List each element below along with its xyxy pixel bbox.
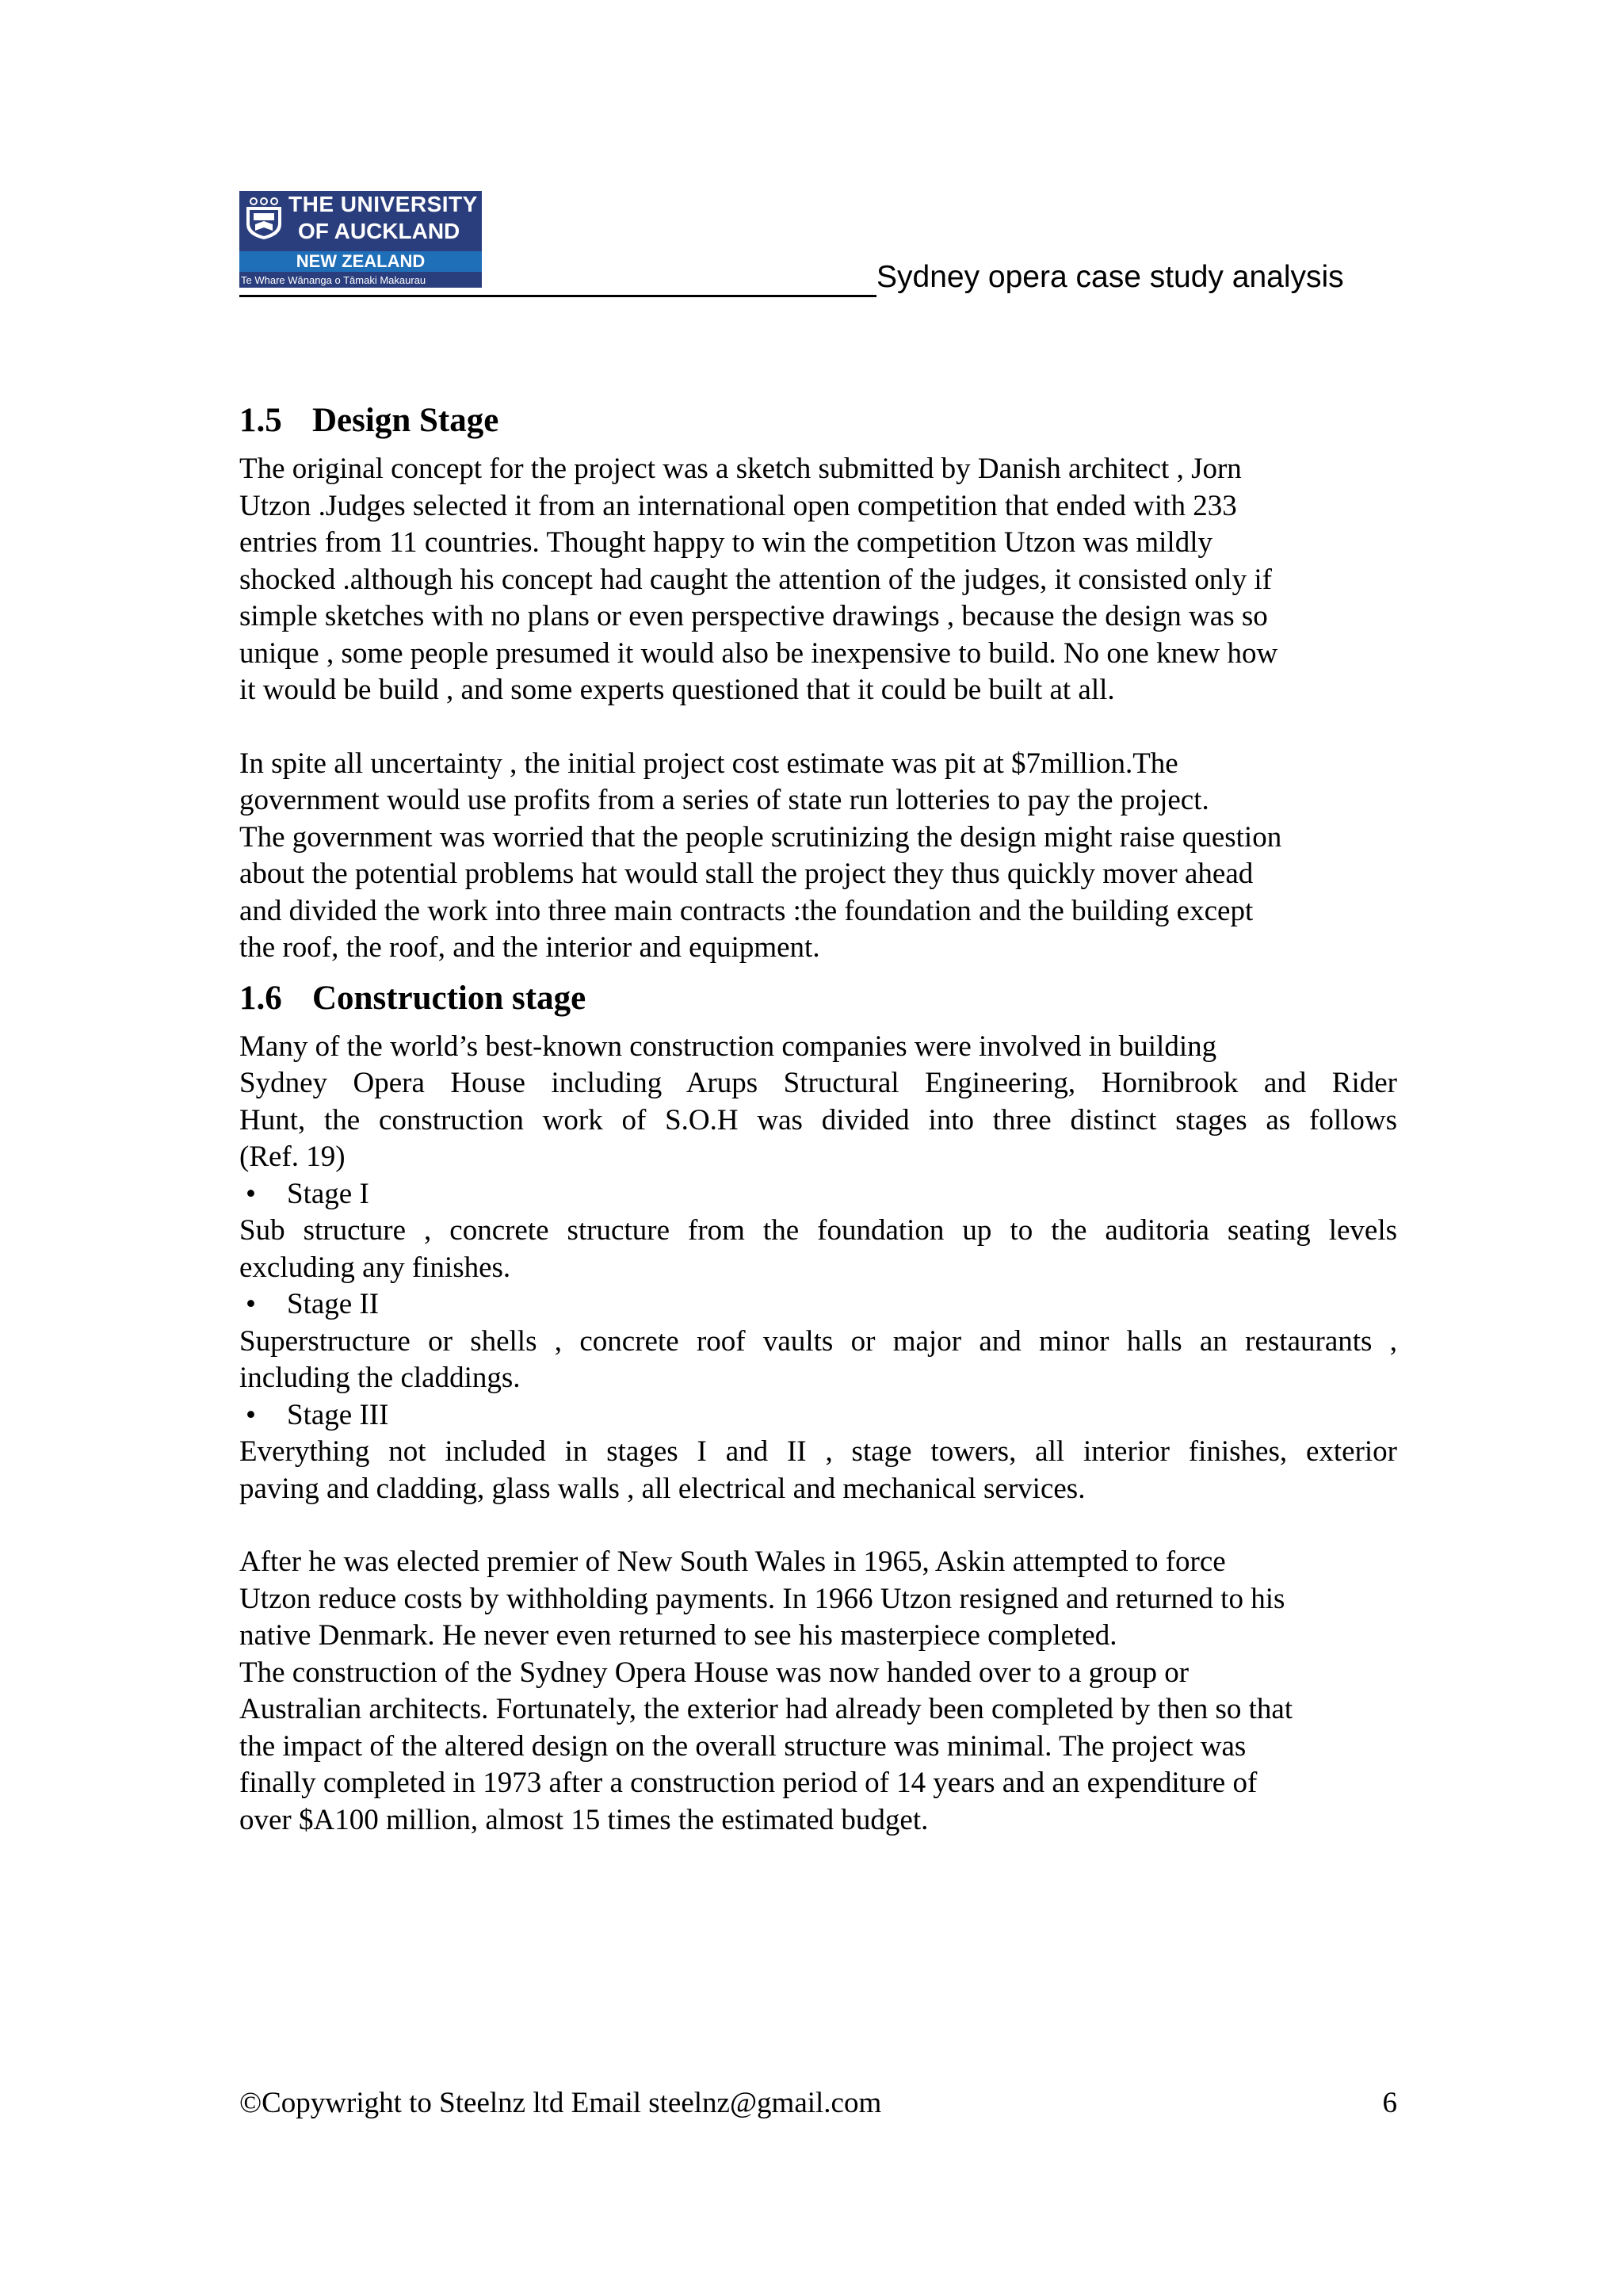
page-content xyxy=(239,400,1397,1839)
text-line: unique , some people presumed it would also be inexpensive to build. No one knew how xyxy=(239,636,1278,670)
document-title: Sydney opera case study analysis xyxy=(876,260,1344,294)
stage-description xyxy=(239,1324,1397,1397)
text-line: Utzon .Judges selected it from an international open competition that ended with 233 xyxy=(239,489,1237,522)
section-title: Design Stage xyxy=(312,402,499,439)
footer-copyright: ©Copywright to Steelnz ltd Email steelnz@gmail.com xyxy=(239,2087,882,2119)
stage-description xyxy=(239,1213,1397,1286)
stage-description xyxy=(239,1434,1397,1507)
text-line: shocked .although his concept had caught the attention of the judges, it consisted only if xyxy=(239,563,1272,596)
logo-line-2: OF AUCKLAND xyxy=(298,219,460,243)
paragraph-construction-intro xyxy=(239,1029,1397,1176)
text-line: including the claddings. xyxy=(239,1362,521,1394)
stage-bullet xyxy=(239,1397,1397,1435)
paragraph-construction-history xyxy=(239,1544,1397,1839)
text-line: it would be build , and some experts questioned that it could be built at all. xyxy=(239,674,1115,706)
text-line: Utzon reduce costs by withholding payments. In 1966 Utzon resigned and returned to his xyxy=(239,1582,1285,1615)
stage-label: Stage III xyxy=(287,1398,389,1431)
text-line: finally completed in 1973 after a construction period of 14 years and an expenditure of xyxy=(239,1767,1258,1799)
stage-label: Stage I xyxy=(287,1177,369,1210)
crest-icon xyxy=(244,196,284,240)
text-line: government would use profits from a series of state run lotteries to pay the project. xyxy=(239,784,1209,816)
text-line: Many of the world’s best-known construction companies were involved in building xyxy=(239,1030,1217,1063)
text-line: The government was worried that the people scrutinizing the design might raise question xyxy=(239,820,1282,854)
logo-line-1: THE UNIVERSITY xyxy=(288,192,478,216)
stage-label: Stage II xyxy=(287,1288,380,1320)
text-line: paving and cladding, glass walls , all electrical and mechanical services. xyxy=(239,1472,1086,1505)
stage-bullet xyxy=(239,1176,1397,1213)
text-line: Australian architects. Fortunately, the exterior had already been completed by then so that xyxy=(239,1693,1293,1725)
text-line: Hunt, the construction work of S.O.H was divided into three distinct stages as follows xyxy=(239,1103,1397,1137)
section-heading-construction xyxy=(239,978,1397,1029)
logo-line-3: NEW ZEALAND xyxy=(239,251,482,272)
text-line: Everything not included in stages I and II , stage towers, all interior finishes, exterior xyxy=(239,1435,1397,1468)
text-line: simple sketches with no plans or even perspective drawings , because the design was so xyxy=(239,600,1268,632)
section-heading-design xyxy=(239,400,1397,451)
section-title: Construction stage xyxy=(312,979,586,1017)
paragraph-design-concept xyxy=(239,451,1397,709)
text-line: The original concept for the project was a sketch submitted by Danish architect , Jorn xyxy=(239,453,1242,485)
header-rule xyxy=(239,295,876,297)
text-line: the roof, the roof, and the interior and equipment. xyxy=(239,931,820,964)
text-line: over $A100 million, almost 15 times the estimated budget. xyxy=(239,1803,929,1836)
logo-line-4: Te Whare Wānanga o Tāmaki Makaurau xyxy=(241,274,426,286)
bullet-icon: • xyxy=(246,1398,256,1431)
stage-bullet xyxy=(239,1286,1397,1324)
text-line: In spite all uncertainty , the initial project cost estimate was pit at $7million.The xyxy=(239,747,1178,780)
section-number: 1.6 xyxy=(239,979,282,1017)
text-line: After he was elected premier of New South Wales in 1965, Askin attempted to force xyxy=(239,1545,1226,1578)
text-line: and divided the work into three main contracts :the foundation and the building except xyxy=(239,894,1254,927)
text-line: Sub structure , concrete structure from the foundation up to the auditoria seating levels xyxy=(239,1214,1397,1247)
page-number: 6 xyxy=(1382,2087,1397,2119)
section-number: 1.5 xyxy=(239,402,282,439)
text-line: about the potential problems hat would stall the project they thus quickly mover ahead xyxy=(239,858,1254,890)
bullet-icon: • xyxy=(246,1288,256,1320)
text-line: Sydney Opera House including Arups Structural Engineering, Hornibrook and Rider xyxy=(239,1067,1397,1099)
paragraph-design-cost xyxy=(239,746,1397,967)
text-line: the impact of the altered design on the overall structure was minimal. The project was xyxy=(239,1729,1247,1763)
text-line: excluding any finishes. xyxy=(239,1251,511,1284)
text-line: Superstructure or shells , concrete roof vaults or major and minor halls an restaurants , xyxy=(239,1324,1397,1358)
text-line: (Ref. 19) xyxy=(239,1140,346,1173)
university-logo xyxy=(239,191,482,288)
text-line: native Denmark. He never even returned to see his masterpiece completed. xyxy=(239,1619,1117,1652)
text-line: The construction of the Sydney Opera House was now handed over to a group or xyxy=(239,1656,1190,1689)
text-line: entries from 11 countries. Thought happy to win the competition Utzon was mildly xyxy=(239,526,1212,559)
bullet-icon: • xyxy=(246,1177,256,1210)
